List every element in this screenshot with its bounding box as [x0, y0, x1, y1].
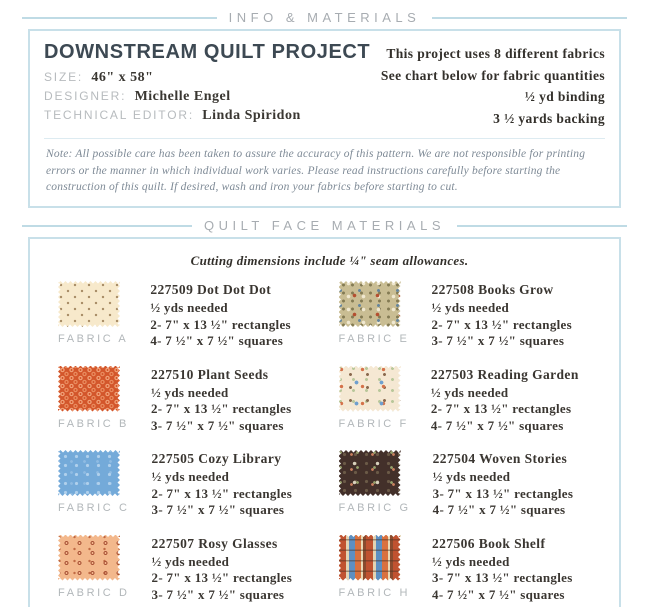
- fabric-cut-2: 4- 7 ½" x 7 ½" squares: [150, 333, 284, 349]
- fabric-label-g: FABRIC G: [338, 502, 411, 515]
- designer-value: Michelle Engel: [134, 89, 231, 104]
- fabric-swatch-h: [339, 535, 401, 581]
- fabric-cut-2: 4- 7 ½" x 7 ½" squares: [432, 502, 566, 518]
- fabric-sku-name: 227504 Woven Stories: [432, 451, 568, 467]
- header-rule-left: [22, 17, 217, 19]
- swatch-column: [339, 366, 409, 435]
- fabric-label-c: FABRIC C: [58, 502, 130, 515]
- fabric-cut-1: 3- 7" x 13 ½" rectangles: [432, 485, 574, 501]
- fabric-label-b: FABRIC B: [58, 417, 129, 430]
- fabric-details: [152, 450, 293, 519]
- fabric-swatch-b: [58, 366, 120, 412]
- fabric-cut-1: 2- 7" x 13 ½" rectangles: [430, 401, 572, 417]
- swatch-column: [339, 450, 411, 519]
- fabric-cut-2: 3- 7 ½" x 7 ½" squares: [151, 502, 285, 518]
- fabric-label-d: FABRIC D: [58, 586, 130, 599]
- fabric-swatch-c: [58, 450, 120, 496]
- fabric-cut-1: 3- 7" x 13 ½" rectangles: [432, 570, 573, 586]
- fabric-sku-name: 227506 Book Shelf: [432, 535, 546, 551]
- fabric-cut-1: 2- 7" x 13 ½" rectangles: [150, 401, 292, 417]
- fabric-details: [432, 535, 573, 604]
- info-left-column: [44, 41, 370, 124]
- materials-box: [28, 237, 621, 607]
- fabric-sku-name: 227505 Cozy Library: [151, 451, 282, 467]
- header-rule-right: [457, 225, 627, 227]
- fabric-sku-name: 227508 Books Grow: [431, 282, 554, 298]
- fabric-cut-2: 3- 7 ½" x 7 ½" squares: [151, 586, 285, 602]
- disclaimer-note: Note: All possible care has been taken to assure the accuracy of this pattern. We are not responsible for printing errors or the manner in which individual work varies. Please read instructions carefully before starting the construction of this quilt. If desired, wash and iron your fabrics before starting to cut.: [44, 138, 605, 206]
- materials-header-title: QUILT FACE MATERIALS: [204, 218, 445, 234]
- header-rule-left: [22, 225, 192, 227]
- fabric-yardage: ½ yds needed: [431, 300, 510, 316]
- summary-line: 3 ½ yards backing: [493, 110, 605, 126]
- fabric-cut-1: 2- 7" x 13 ½" rectangles: [151, 570, 293, 586]
- fabric-swatch-f: [339, 366, 401, 412]
- designer-label: DESIGNER:: [44, 89, 127, 103]
- fabric-cut-1: 2- 7" x 13 ½" rectangles: [150, 316, 291, 332]
- fabric-sku-name: 227507 Rosy Glasses: [151, 535, 278, 551]
- technical-editor-label: TECHNICAL EDITOR:: [44, 108, 194, 122]
- fabric-details: [433, 450, 574, 519]
- swatch-column: [339, 535, 411, 604]
- fabric-details: [151, 366, 292, 435]
- summary-line: ½ yd binding: [524, 89, 605, 104]
- fabric-yardage: ½ yds needed: [430, 384, 509, 400]
- fabric-summary: [381, 41, 605, 129]
- fabric-card-b: [58, 366, 321, 435]
- info-top-row: [44, 41, 605, 129]
- summary-line: This project uses 8 different fabrics: [386, 46, 605, 61]
- fabric-cut-2: 3- 7 ½" x 7 ½" squares: [150, 417, 284, 433]
- info-header-title: INFO & MATERIALS: [228, 10, 421, 25]
- fabric-cut-1: 2- 7" x 13 ½" rectangles: [431, 316, 572, 332]
- fabric-card-a: [58, 281, 321, 350]
- swatch-column: [339, 281, 410, 350]
- materials-section-header: [22, 208, 627, 233]
- fabric-cut-1: 2- 7" x 13 ½" rectangles: [151, 485, 293, 501]
- size-value: 46" x 58": [91, 70, 154, 85]
- designer-field: [44, 89, 370, 105]
- fabric-label-a: FABRIC A: [58, 333, 129, 346]
- fabric-card-d: [58, 535, 321, 604]
- fabric-card-e: [339, 281, 602, 350]
- project-title: DOWNSTREAM QUILT PROJECT: [44, 41, 371, 63]
- header-rule-right: [432, 17, 627, 19]
- size-label: SIZE:: [44, 70, 84, 84]
- seam-allowance-subtitle: Cutting dimensions include ¼" seam allowances.: [190, 253, 469, 269]
- fabric-yardage: ½ yds needed: [432, 469, 511, 485]
- fabric-yardage: ½ yds needed: [150, 384, 229, 400]
- fabric-swatch-g: [339, 450, 401, 496]
- fabric-sku-name: 227510 Plant Seeds: [150, 366, 269, 382]
- fabric-card-g: [339, 450, 602, 519]
- summary-line: See chart below for fabric quantities: [380, 67, 605, 83]
- fabric-sku-name: 227503 Reading Garden: [430, 366, 579, 382]
- swatch-column: [58, 450, 130, 519]
- fabric-label-f: FABRIC F: [338, 417, 409, 430]
- technical-editor-field: [44, 108, 370, 124]
- fabric-cut-2: 3- 7 ½" x 7 ½" squares: [431, 333, 565, 349]
- info-box: [28, 29, 621, 208]
- swatch-column: [58, 281, 128, 350]
- fabric-details: [150, 281, 291, 350]
- fabric-swatch-d: [58, 535, 120, 581]
- technical-editor-value: Linda Spiridon: [202, 108, 301, 123]
- info-section-header: [22, 0, 627, 25]
- fabric-details: [152, 535, 293, 604]
- swatch-column: [58, 366, 129, 435]
- size-field: [44, 70, 370, 86]
- fabric-yardage: ½ yds needed: [151, 469, 230, 485]
- fabric-label-e: FABRIC E: [338, 333, 410, 346]
- fabric-grid: [58, 281, 601, 603]
- fabric-yardage: ½ yds needed: [151, 553, 230, 569]
- fabric-swatch-e: [339, 281, 401, 327]
- swatch-column: [58, 535, 130, 604]
- fabric-yardage: ½ yds needed: [432, 553, 510, 569]
- fabric-cut-2: 4- 7 ½" x 7 ½" squares: [430, 417, 564, 433]
- fabric-card-f: [339, 366, 602, 435]
- fabric-card-h: [339, 535, 602, 604]
- fabric-swatch-a: [58, 281, 120, 327]
- fabric-details: [431, 366, 579, 435]
- fabric-card-c: [58, 450, 321, 519]
- fabric-sku-name: 227509 Dot Dot Dot: [150, 282, 272, 298]
- fabric-cut-2: 4- 7 ½" x 7 ½" squares: [432, 586, 565, 602]
- fabric-yardage: ½ yds needed: [150, 300, 228, 316]
- fabric-details: [431, 281, 572, 350]
- fabric-label-h: FABRIC H: [338, 586, 411, 599]
